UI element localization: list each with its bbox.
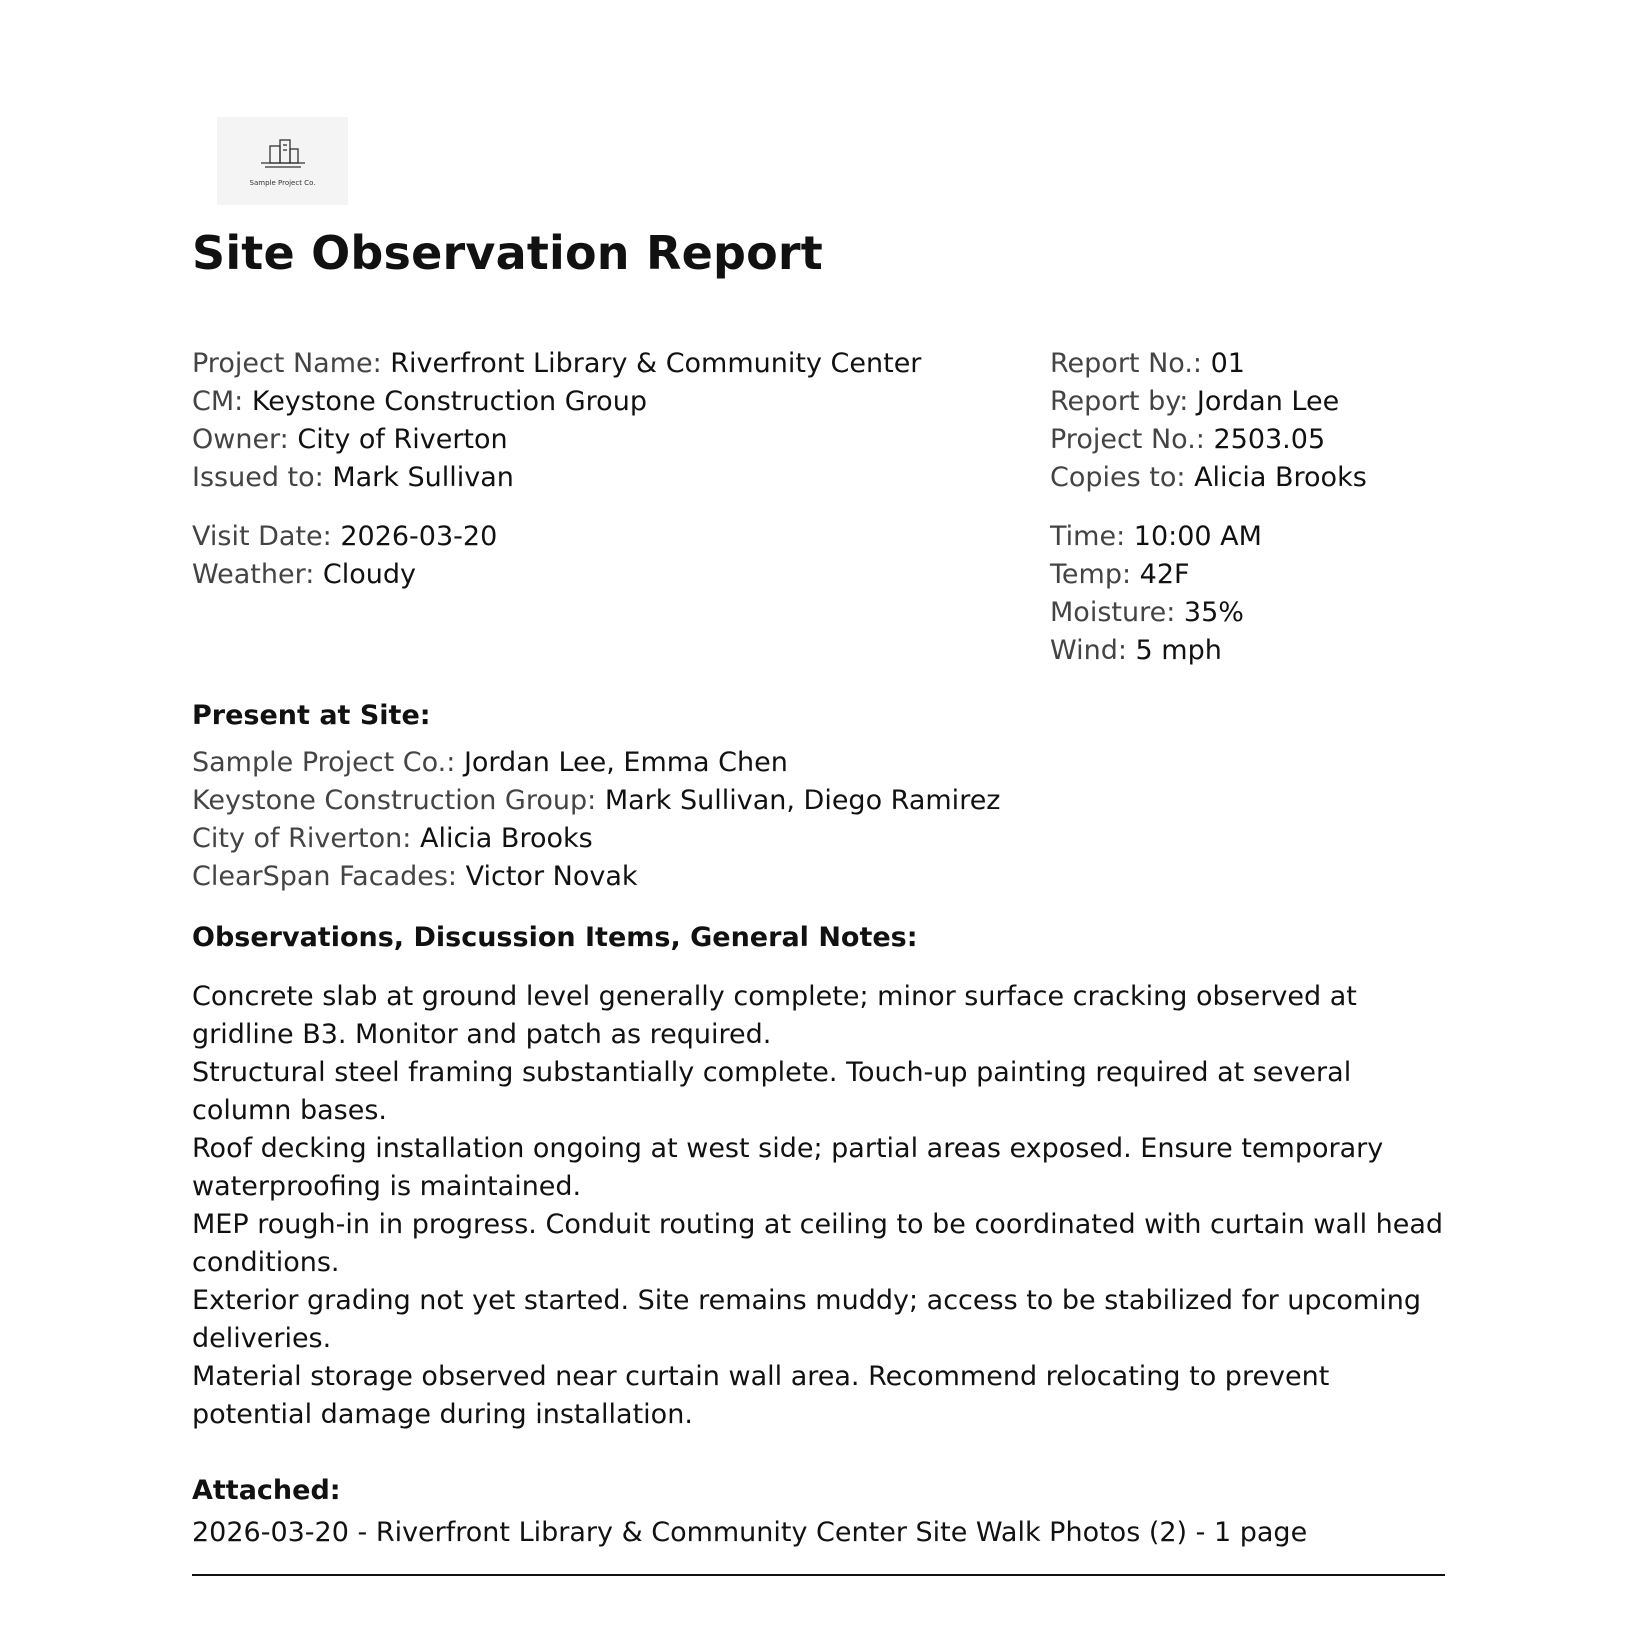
time-label: Time: <box>1050 521 1134 552</box>
attendee-company: Sample Project Co.: <box>192 747 464 778</box>
attendee-row <box>192 744 1000 782</box>
observation-item: MEP rough-in in progress. Conduit routing at ceiling to be coordinated with curtain wall head conditions. <box>192 1209 1444 1278</box>
attendee-row <box>192 858 1000 896</box>
observation-item: Structural steel framing substantially complete. Touch-up painting required at several column bases. <box>192 1057 1352 1126</box>
visit-date-row <box>192 518 497 556</box>
visit-date-value: 2026-03-20 <box>340 521 498 552</box>
owner-label: Owner: <box>192 424 298 455</box>
report-by-label: Report by: <box>1050 386 1197 417</box>
attendee-names: Alicia Brooks <box>419 823 593 854</box>
project-name-value: Riverfront Library & Community Center <box>390 348 922 379</box>
attached-item: 2026-03-20 - Riverfront Library & Community Center Site Walk Photos (2) - 1 page <box>192 1517 1308 1548</box>
temp-value: 42F <box>1139 559 1190 590</box>
report-no-row <box>1050 345 1367 383</box>
logo-caption: Sample Project Co. <box>249 179 316 187</box>
weather-row <box>192 556 497 594</box>
building-icon <box>217 117 348 179</box>
copies-to-row <box>1050 459 1367 497</box>
time-value: 10:00 AM <box>1133 521 1262 552</box>
issued-to-row <box>192 459 921 497</box>
wind-label: Wind: <box>1050 635 1136 666</box>
project-info-right <box>1050 345 1367 497</box>
report-title: Site Observation Report <box>192 226 823 280</box>
cm-label: CM: <box>192 386 252 417</box>
observations-heading: Observations, Discussion Items, General Notes: <box>192 922 918 953</box>
report-by-row <box>1050 383 1367 421</box>
observation-item: Roof decking installation ongoing at west side; partial areas exposed. Ensure temporary waterproofing is maintained. <box>192 1133 1384 1202</box>
visit-date-label: Visit Date: <box>192 521 341 552</box>
issued-to-label: Issued to: <box>192 462 333 493</box>
visit-info-right <box>1050 518 1262 670</box>
project-info-left <box>192 345 921 497</box>
observations-list <box>192 978 1452 1434</box>
weather-label: Weather: <box>192 559 323 590</box>
copies-to-value: Alicia Brooks <box>1194 462 1367 493</box>
moisture-value: 35% <box>1183 597 1244 628</box>
observation-item: Exterior grading not yet started. Site remains muddy; access to be stabilized for upcoming deliveries. <box>192 1285 1421 1354</box>
project-no-label: Project No.: <box>1050 424 1214 455</box>
project-no-value: 2503.05 <box>1213 424 1326 455</box>
moisture-label: Moisture: <box>1050 597 1184 628</box>
owner-value: City of Riverton <box>297 424 508 455</box>
attendee-row <box>192 820 1000 858</box>
attendee-names: Mark Sullivan, Diego Ramirez <box>604 785 1001 816</box>
attendee-names: Jordan Lee, Emma Chen <box>463 747 788 778</box>
company-logo <box>217 117 348 205</box>
weather-value: Cloudy <box>322 559 416 590</box>
report-no-label: Report No.: <box>1050 348 1211 379</box>
observation-item: Material storage observed near curtain wall area. Recommend relocating to prevent potential damage during installation. <box>192 1361 1330 1430</box>
temp-label: Temp: <box>1050 559 1140 590</box>
footer-divider <box>192 1574 1445 1576</box>
project-name-label: Project Name: <box>192 348 391 379</box>
report-no-value: 01 <box>1210 348 1245 379</box>
wind-row <box>1050 632 1262 670</box>
visit-info-left <box>192 518 497 594</box>
project-no-row <box>1050 421 1367 459</box>
present-at-site-list <box>192 744 1000 896</box>
moisture-row <box>1050 594 1262 632</box>
wind-value: 5 mph <box>1135 635 1222 666</box>
cm-row <box>192 383 921 421</box>
time-row <box>1050 518 1262 556</box>
attendee-company: ClearSpan Facades: <box>192 861 466 892</box>
issued-to-value: Mark Sullivan <box>332 462 514 493</box>
attendee-company: Keystone Construction Group: <box>192 785 605 816</box>
attached-heading: Attached: <box>192 1475 341 1506</box>
present-at-site-heading: Present at Site: <box>192 700 431 731</box>
copies-to-label: Copies to: <box>1050 462 1195 493</box>
observation-item: Concrete slab at ground level generally complete; minor surface cracking observed at gridline B3. Monitor and patch as required. <box>192 981 1357 1050</box>
temp-row <box>1050 556 1262 594</box>
owner-row <box>192 421 921 459</box>
attendee-names: Victor Novak <box>465 861 638 892</box>
cm-value: Keystone Construction Group <box>251 386 647 417</box>
project-name-row <box>192 345 921 383</box>
report-by-value: Jordan Lee <box>1196 386 1340 417</box>
attendee-company: City of Riverton: <box>192 823 420 854</box>
attendee-row <box>192 782 1000 820</box>
